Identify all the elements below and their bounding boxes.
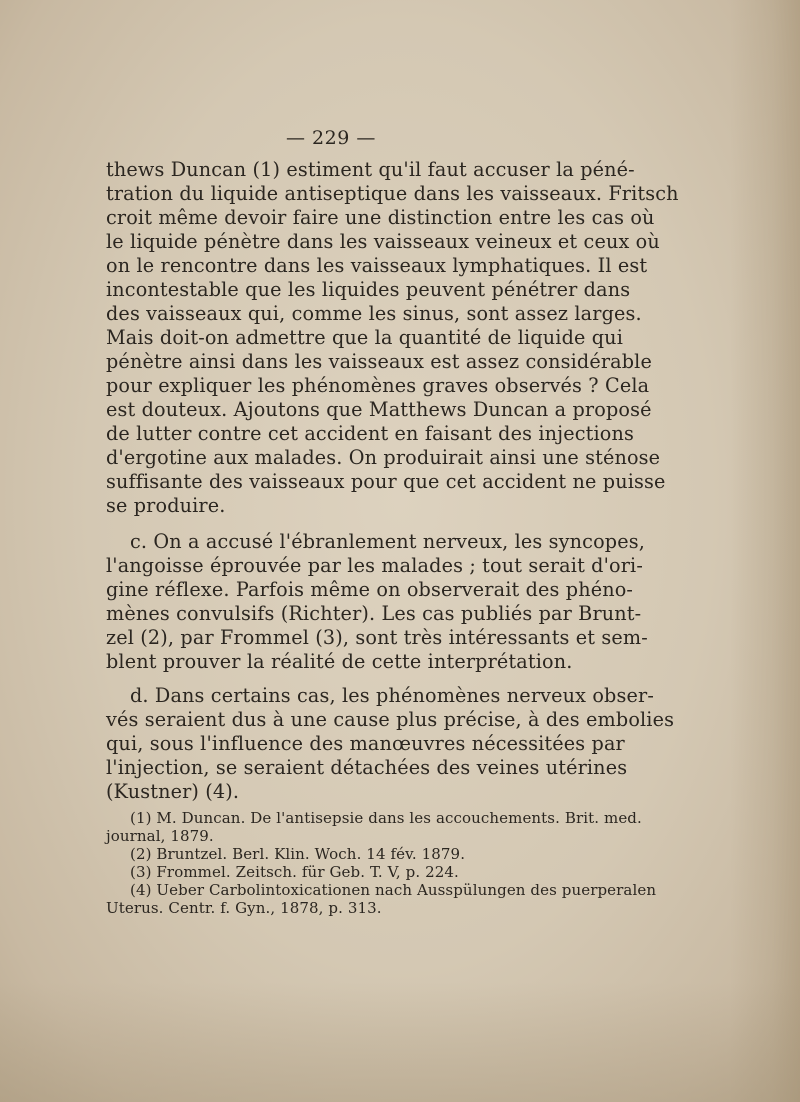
body-line: zel (2), par Frommel (3), sont très intéressants et sem- — [106, 626, 648, 649]
footnote-line: Uterus. Centr. f. Gyn., 1878, p. 313. — [106, 899, 382, 917]
body-line: se produire. — [106, 494, 226, 517]
body-line: c. On a accusé l'ébranlement nerveux, les syncopes, — [130, 530, 645, 553]
body-line: l'injection, se seraient détachées des veines utérines — [106, 756, 628, 779]
body-line: qui, sous l'influence des manœuvres nécessitées par — [106, 732, 625, 755]
footnote-line: (2) Bruntzel. Berl. Klin. Woch. 14 fév. 1879. — [130, 845, 466, 863]
body-line: mènes convulsifs (Richter). Les cas publiés par Brunt- — [106, 602, 642, 625]
page-bottom-shading — [0, 982, 800, 1102]
body-line: d. Dans certains cas, les phénomènes nerveux obser- — [130, 684, 654, 707]
body-line: est douteux. Ajoutons que Matthews Duncan a proposé — [106, 398, 652, 421]
body-line: thews Duncan (1) estiment qu'il faut accuser la péné- — [106, 158, 635, 181]
footnote-line: (1) M. Duncan. De l'antisepsie dans les accouchements. Brit. med. — [130, 809, 642, 827]
body-line: croit même devoir faire une distinction entre les cas où — [106, 206, 655, 229]
footnote-line: journal, 1879. — [106, 827, 214, 845]
body-line: des vaisseaux qui, comme les sinus, sont assez larges. — [106, 302, 642, 325]
body-line: de lutter contre cet accident en faisant des injections — [106, 422, 634, 445]
body-line: le liquide pénètre dans les vaisseaux veineux et ceux où — [106, 230, 660, 253]
body-line: gine réflexe. Parfois même on observerait des phéno- — [106, 578, 634, 601]
body-line: pour expliquer les phénomènes graves observés ? Cela — [106, 374, 650, 397]
body-line: Mais doit-on admettre que la quantité de liquide qui — [106, 326, 623, 349]
body-line: on le rencontre dans les vaisseaux lymphatiques. Il est — [106, 254, 648, 277]
footnote-line: (4) Ueber Carbolintoxicationen nach Ausspülungen des puerperalen — [130, 881, 657, 899]
body-line: l'angoisse éprouvée par les malades ; tout serait d'ori- — [106, 554, 643, 577]
page-number: — 229 — — [286, 127, 376, 149]
body-line: vés seraient dus à une cause plus précise, à des embolies — [106, 708, 675, 731]
body-line: (Kustner) (4). — [106, 780, 240, 803]
body-line: pénètre ainsi dans les vaisseaux est assez considérable — [106, 350, 652, 373]
footnote-line: (3) Frommel. Zeitsch. für Geb. T. V, p. 224. — [130, 863, 459, 881]
body-line: d'ergotine aux malades. On produirait ainsi une sténose — [106, 446, 661, 469]
body-line: blent prouver la réalité de cette interprétation. — [106, 650, 573, 673]
body-line: incontestable que les liquides peuvent pénétrer dans — [106, 278, 631, 301]
body-line: tration du liquide antiseptique dans les vaisseaux. Fritsch — [106, 182, 679, 205]
page-edge-shading — [730, 0, 800, 1102]
body-line: suffisante des vaisseaux pour que cet accident ne puisse — [106, 470, 666, 493]
